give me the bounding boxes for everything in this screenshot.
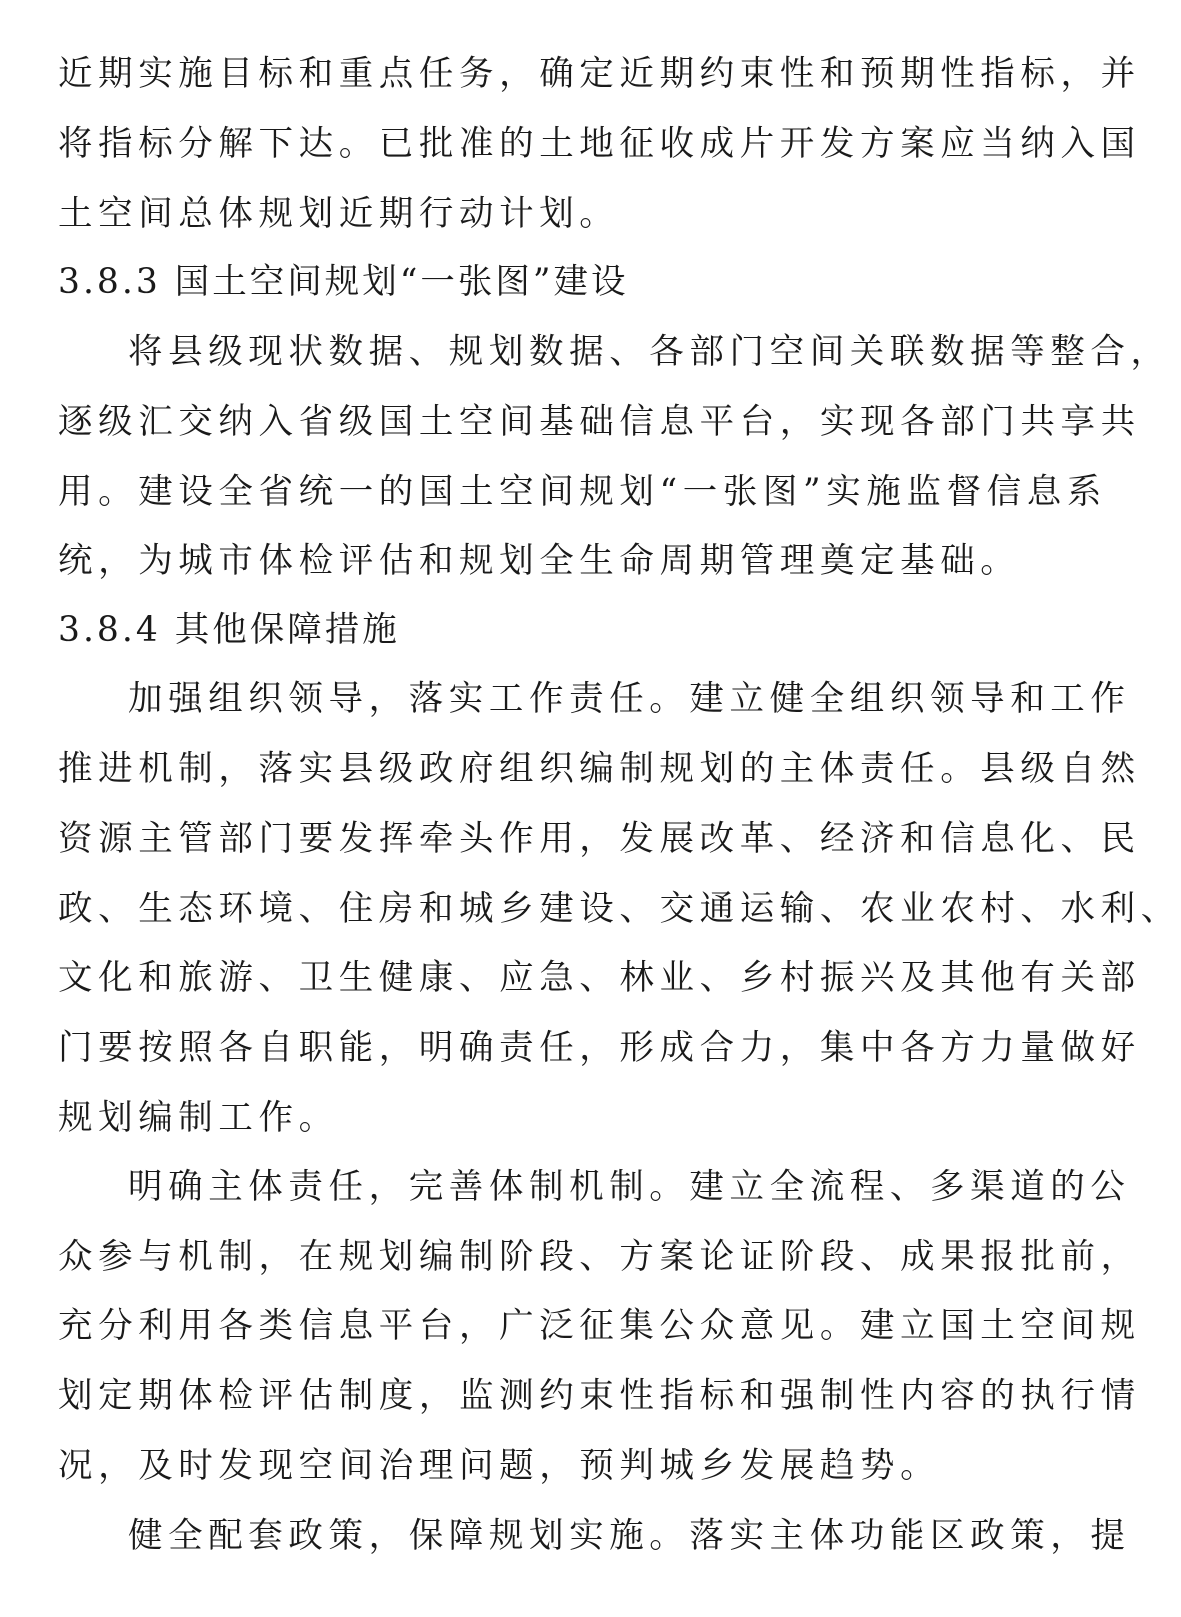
text-line: 众参与机制，在规划编制阶段、方案论证阶段、成果报批前，: [58, 1237, 1141, 1277]
text-line: 统，为城市体检评估和规划全生命周期管理奠定基础。: [58, 541, 1021, 581]
section-heading-3-8-4: 3.8.4 其他保障措施: [58, 610, 400, 650]
text-line: 土空间总体规划近期行动计划。: [58, 194, 620, 234]
text-line: 规划编制工作。: [58, 1098, 339, 1138]
text-line: 近期实施目标和重点任务，确定近期约束性和预期性指标，并: [58, 54, 1141, 94]
text-line: 逐级汇交纳入省级国土空间基础信息平台，实现各部门共享共: [58, 402, 1141, 442]
text-line: 况，及时发现空间治理问题，预判城乡发展趋势。: [58, 1446, 941, 1486]
text-line: 健全配套政策，保障规划实施。落实主体功能区政策，提: [128, 1516, 1131, 1556]
text-line: 用。建设全省统一的国土空间规划“一张图”实施监督信息系: [58, 472, 1107, 512]
text-line: 将指标分解下达。已批准的土地征收成片开发方案应当纳入国: [58, 124, 1141, 164]
text-line: 明确主体责任，完善体制机制。建立全流程、多渠道的公: [128, 1167, 1131, 1207]
text-line: 门要按照各自职能，明确责任，形成合力，集中各方力量做好: [58, 1028, 1141, 1068]
text-line: 充分利用各类信息平台，广泛征集公众意见。建立国土空间规: [58, 1306, 1141, 1346]
text-line: 资源主管部门要发挥牵头作用，发展改革、经济和信息化、民: [58, 819, 1141, 859]
text-line: 划定期体检评估制度，监测约束性指标和强制性内容的执行情: [58, 1376, 1141, 1416]
text-line: 将县级现状数据、规划数据、各部门空间关联数据等整合，: [128, 332, 1171, 372]
text-line: 加强组织领导，落实工作责任。建立健全组织领导和工作: [128, 679, 1131, 719]
text-line: 政、生态环境、住房和城乡建设、交通运输、农业农村、水利、: [58, 889, 1181, 929]
text-line: 推进机制，落实县级政府组织编制规划的主体责任。县级自然: [58, 749, 1141, 789]
text-line: 文化和旅游、卫生健康、应急、林业、乡村振兴及其他有关部: [58, 958, 1141, 998]
section-heading-3-8-3: 3.8.3 国土空间规划“一张图”建设: [58, 262, 629, 302]
